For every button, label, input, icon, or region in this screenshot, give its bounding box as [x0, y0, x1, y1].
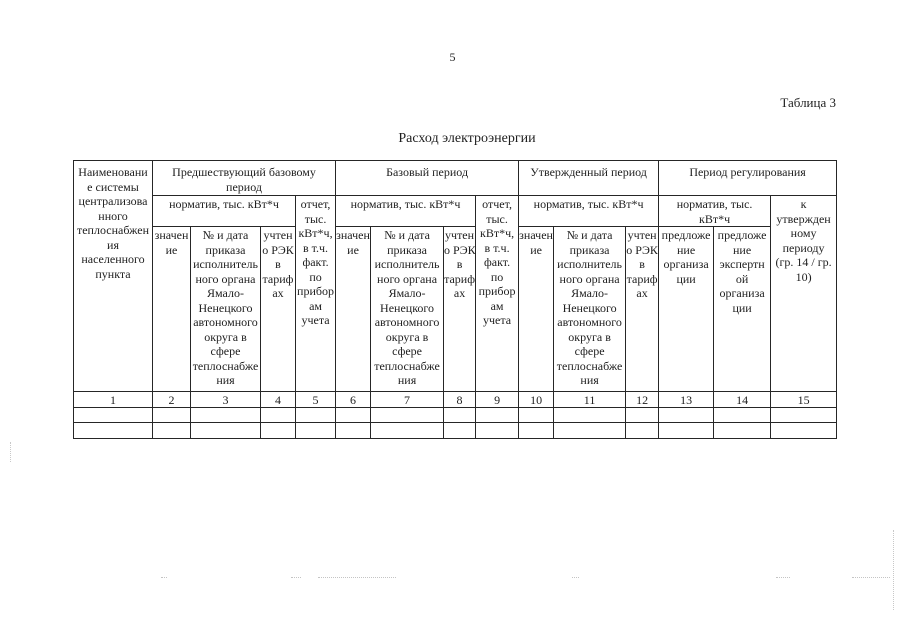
column-number: 14 — [714, 392, 771, 408]
table-cell-empty — [336, 423, 371, 439]
table-cell-empty — [714, 423, 771, 439]
header-base-rek: учтен о РЭК в тариф ах — [444, 227, 476, 392]
column-number: 13 — [659, 392, 714, 408]
column-number: 6 — [336, 392, 371, 408]
table-row-empty — [74, 408, 837, 423]
table-cell-empty — [519, 423, 554, 439]
header-row-details — [74, 227, 837, 392]
table-cell-empty — [554, 423, 626, 439]
table-cell-empty — [714, 408, 771, 423]
header-base-report: отчет, тыс. кВт*ч, в т.ч. факт. по прибор ам учета — [476, 196, 519, 392]
column-number: 4 — [261, 392, 296, 408]
table-cell-empty — [261, 408, 296, 423]
header-regulation-ratio: к утвержден ному периоду (гр. 14 / гр. 10) — [771, 196, 837, 392]
scan-artifact — [572, 577, 579, 578]
column-number: 8 — [444, 392, 476, 408]
table-cell-empty — [371, 423, 444, 439]
table-cell-empty — [191, 423, 261, 439]
scan-artifact — [893, 530, 894, 610]
column-number: 5 — [296, 392, 336, 408]
header-base-period: Базовый период — [336, 161, 519, 196]
column-numbers-row — [74, 392, 837, 408]
table-label: Таблица 3 — [780, 95, 836, 110]
scan-artifact — [161, 577, 167, 578]
header-regulation-period: Период регулирования — [659, 161, 837, 196]
table-cell-empty — [153, 423, 191, 439]
table-cell-empty — [296, 423, 336, 439]
table-cell-empty — [659, 408, 714, 423]
electricity-consumption-table — [73, 160, 837, 439]
header-previous-value: значен ие — [153, 227, 191, 392]
table-cell-empty — [476, 423, 519, 439]
table-cell-empty — [626, 408, 659, 423]
column-number: 12 — [626, 392, 659, 408]
page-number: 5 — [449, 50, 456, 64]
table-cell-empty — [261, 423, 296, 439]
table-cell-empty — [371, 408, 444, 423]
scan-artifact — [776, 577, 790, 578]
table-cell-empty — [771, 408, 837, 423]
scan-artifact — [10, 442, 11, 462]
table-cell-empty — [626, 423, 659, 439]
column-number: 3 — [191, 392, 261, 408]
table-cell-empty — [191, 408, 261, 423]
scan-artifact — [291, 577, 301, 578]
column-number: 15 — [771, 392, 837, 408]
header-previous-base-period: Предшествующий базовому период — [153, 161, 336, 196]
header-row-norms — [74, 196, 837, 227]
header-previous-report: отчет, тыс. кВт*ч, в т.ч. факт. по прибор ам учета — [296, 196, 336, 392]
table-cell-empty — [296, 408, 336, 423]
table-cell-empty — [444, 423, 476, 439]
table-cell-empty — [476, 408, 519, 423]
header-system-name: Наименовани е системы централизова нного теплоснабжен ия населенного пункта — [74, 161, 153, 392]
document-title: Расход электроэнергии — [398, 131, 536, 146]
header-approved-period: Утвержденный период — [519, 161, 659, 196]
header-previous-norm: норматив, тыс. кВт*ч — [153, 196, 296, 227]
scan-artifact — [318, 577, 396, 578]
column-number: 2 — [153, 392, 191, 408]
table-cell-empty — [659, 423, 714, 439]
header-regulation-expert-proposal: предложе ние экспертн ой организа ции — [714, 227, 771, 392]
table-cell-empty — [153, 408, 191, 423]
table-cell-empty — [74, 408, 153, 423]
header-approved-rek: учтен о РЭК в тариф ах — [626, 227, 659, 392]
header-approved-order: № и дата приказа исполнитель ного органа Ямало- Ненецкого автономного округа в сфере теплоснабже ния — [554, 227, 626, 392]
scan-artifact — [852, 577, 890, 578]
column-number: 10 — [519, 392, 554, 408]
header-previous-order: № и дата приказа исполнитель ного органа Ямало- Ненецкого автономного округа в сфере теплоснабже ния — [191, 227, 261, 392]
header-base-norm: норматив, тыс. кВт*ч — [336, 196, 476, 227]
header-regulation-org-proposal: предложе ние организа ции — [659, 227, 714, 392]
column-number: 11 — [554, 392, 626, 408]
table-cell-empty — [771, 423, 837, 439]
header-base-order: № и дата приказа исполнитель ного органа Ямало- Ненецкого автономного округа в сфере теплоснабже ния — [371, 227, 444, 392]
header-row-periods — [74, 161, 837, 196]
table-cell-empty — [336, 408, 371, 423]
column-number: 9 — [476, 392, 519, 408]
column-number: 1 — [74, 392, 153, 408]
table-cell-empty — [519, 408, 554, 423]
table-cell-empty — [554, 408, 626, 423]
header-approved-value: значен ие — [519, 227, 554, 392]
header-base-value: значен ие — [336, 227, 371, 392]
table-cell-empty — [74, 423, 153, 439]
table-row-empty — [74, 423, 837, 439]
header-previous-rek: учтен о РЭК в тариф ах — [261, 227, 296, 392]
header-regulation-norm: норматив, тыс. кВт*ч — [659, 196, 771, 227]
header-approved-norm: норматив, тыс. кВт*ч — [519, 196, 659, 227]
table-cell-empty — [444, 408, 476, 423]
column-number: 7 — [371, 392, 444, 408]
